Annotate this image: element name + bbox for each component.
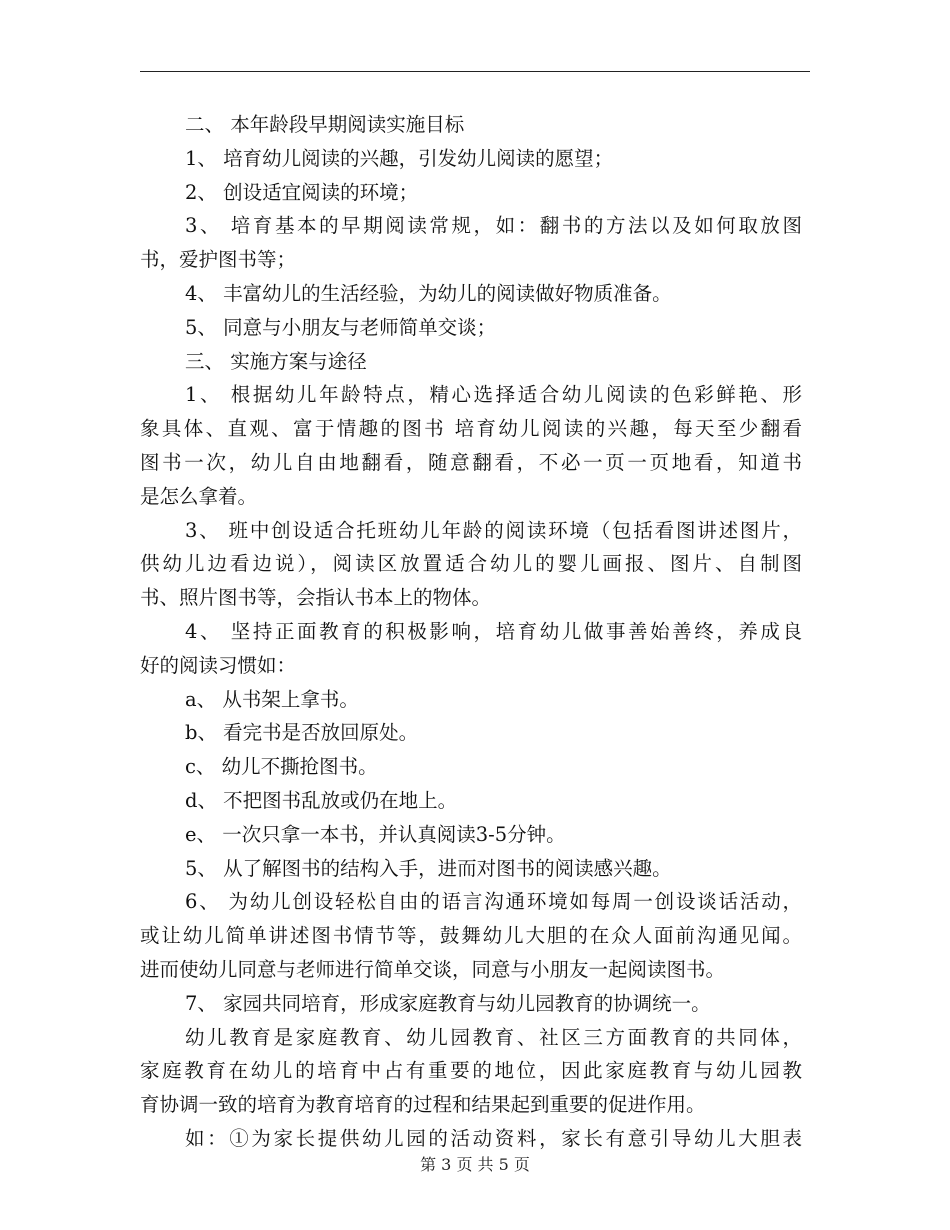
text-line: 是怎么拿着。 xyxy=(140,484,258,508)
text-line: 好的阅读习惯如： xyxy=(140,653,297,677)
document-body xyxy=(140,108,802,1156)
text-line: a、 从书架上拿书。 xyxy=(185,687,359,711)
text-line: e、 一次只拿一本书，并认真阅读3-5分钟。 xyxy=(185,822,566,846)
text-line: 书、照片图书等，会指认书本上的物体。 xyxy=(140,586,492,610)
page-number: 第 3 页 共 5 页 xyxy=(420,1155,530,1174)
text-line: 5、 同意与小朋友与老师简单交谈； xyxy=(185,315,497,339)
text-line: d、 不把图书乱放或仍在地上。 xyxy=(185,788,458,812)
text-line: 1、 根据幼儿年龄特点，精心选择适合幼儿阅读的色彩鲜艳、形 xyxy=(185,383,802,407)
text-line: 象具体、直观、富于情趣的图书 培育幼儿阅读的兴趣，每天至少翻看 xyxy=(140,417,802,441)
text-line: 5、 从了解图书的结构入手，进而对图书的阅读感兴趣。 xyxy=(185,856,672,880)
text-line: 3、 班中创设适合托班幼儿年龄的阅读环境（包括看图讲述图片， xyxy=(185,518,802,542)
text-line: 4、 坚持正面教育的积极影响，培育幼儿做事善始善终，养成良 xyxy=(185,619,802,643)
text-line: 育协调一致的培育为教育培育的过程和结果起到重要的促进作用。 xyxy=(140,1093,706,1117)
text-line: b、 看完书是否放回原处。 xyxy=(185,721,419,745)
text-line: 2、 创设适宜阅读的环境； xyxy=(185,180,419,204)
text-line: c、 幼儿不撕抢图书。 xyxy=(185,755,378,779)
header-rule xyxy=(140,71,810,72)
text-line: 3、 培育基本的早期阅读常规，如：翻书的方法以及如何取放图 xyxy=(185,214,802,238)
text-line: 6、 为幼儿创设轻松自由的语言沟通环境如每周一创设谈话活动， xyxy=(185,890,802,914)
text-line: 幼儿教育是家庭教育、幼儿园教育、社区三方面教育的共同体， xyxy=(185,1025,802,1049)
text-line: 书，爱护图书等； xyxy=(140,248,297,272)
text-line: 或让幼儿简单讲述图书情节等，鼓舞幼儿大胆的在众人面前沟通见闻。 xyxy=(140,924,802,948)
text-line: 7、 家园共同培育，形成家庭教育与幼儿园教育的协调统一。 xyxy=(185,991,711,1015)
text-line: 图书一次，幼儿自由地翻看，随意翻看，不必一页一页地看，知道书 xyxy=(140,450,802,474)
text-line: 二、 本年龄段早期阅读实施目标 xyxy=(185,113,465,136)
text-line: 如：①为家长提供幼儿园的活动资料，家长有意引导幼儿大胆表 xyxy=(185,1126,802,1150)
text-line: 三、 实施方案与途径 xyxy=(185,349,367,373)
text-line: 家庭教育在幼儿的培育中占有重要的地位，因此家庭教育与幼儿园教 xyxy=(140,1059,802,1083)
text-line: 1、 培育幼儿阅读的兴趣，引发幼儿阅读的愿望； xyxy=(185,146,614,170)
text-line: 供幼儿边看边说），阅读区放置适合幼儿的婴儿画报、图片、自制图 xyxy=(140,552,802,576)
text-line: 4、 丰富幼儿的生活经验，为幼儿的阅读做好物质准备。 xyxy=(185,281,672,305)
text-line: 进而使幼儿同意与老师进行简单交谈，同意与小朋友一起阅读图书。 xyxy=(140,957,726,981)
